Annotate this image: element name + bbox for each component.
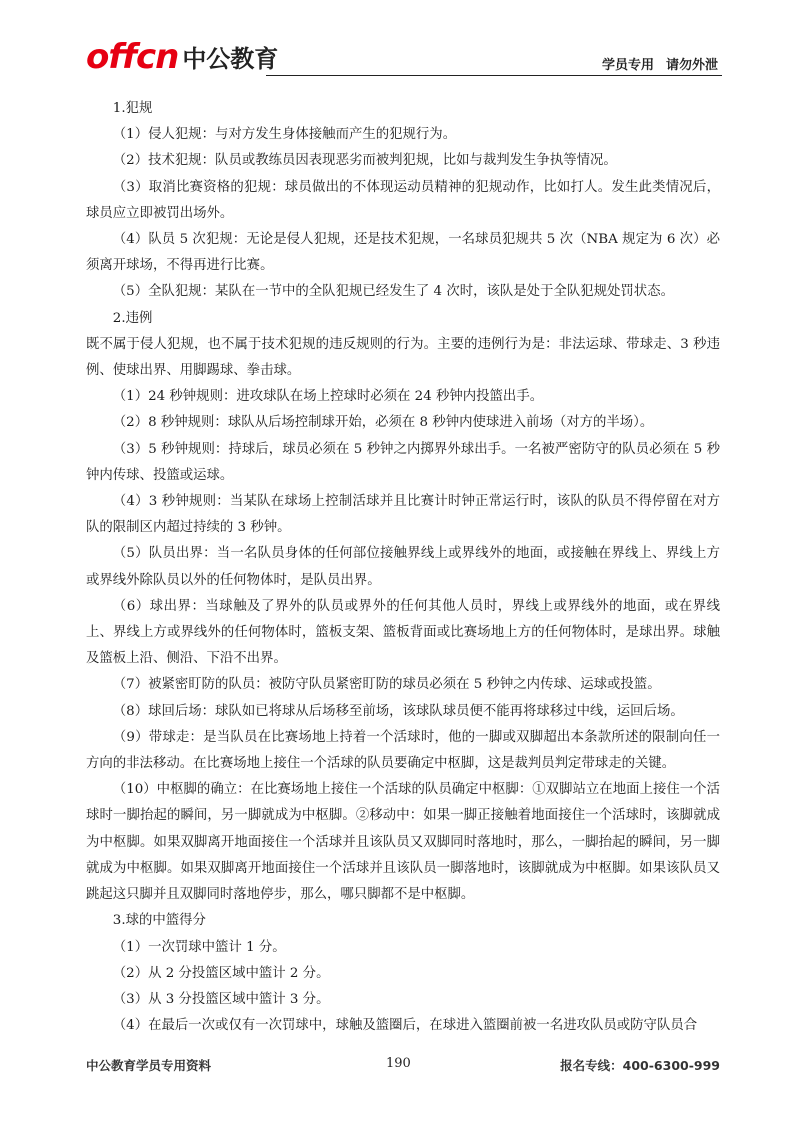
section-heading: 3.球的中篮得分 (112, 913, 206, 929)
footer-source-label: 中公教育学员专用资料 (86, 1058, 212, 1073)
logo-latin-text: offcn (86, 37, 179, 77)
paragraph: （6）球出界：当球触及了界外的队员或界外的任何其他人员时，界线上或界线外的地面，或在界线上、界线上方或界线外的任何物体时，篮板支架、篮板背面或比赛场地上方的任何物体时，是球出界。球触及篮板上沿、侧沿、下沿不出界。 (86, 598, 720, 667)
section-heading: 1.犯规 (112, 101, 153, 116)
logo-chinese-text: 中公教育 (182, 45, 279, 73)
paragraph: （4）在最后一次或仅有一次罚球中，球触及篮圈后，在球进入篮圈前被一名进攻队员或防守队员合 (112, 1018, 698, 1034)
paragraph: （8）球回后场：球队如已将球从后场移至前场，该球队球员便不能再将球移过中线，运回后场。 (112, 703, 684, 719)
paragraph: 既不属于侵人犯规，也不属于技术犯规的违反规则的行为。主要的违例行为是：非法运球、带球走、3 秒违例、使球出界、用脚踢球、拳击球。 (86, 336, 720, 379)
footer-hotline: 报名专线：400-6300-999 (560, 1058, 720, 1073)
paragraph: （3）从 3 分投篮区域中篮计 3 分。 (112, 991, 330, 1007)
paragraph: （5）全队犯规：某队在一节中的全队犯规已经发生了 4 次时，该队是处于全队犯规处罚状态。 (112, 284, 674, 300)
paragraph: （1）24 秒钟规则：进攻球队在场上控球时必须在 24 秒钟内投篮出手。 (112, 389, 544, 405)
paragraph: （4）3 秒钟规则：当某队在球场上控制活球并且比赛计时钟正常运行时，该队的队员不得停留在对方队的限制区内超过持续的 3 秒钟。 (86, 494, 720, 536)
student-only-label: 学员专用 (601, 58, 654, 73)
paragraph: （2）8 秒钟规则：球队从后场控制球开始，必须在 8 秒钟内使球进入前场（对方的半场）。 (112, 415, 654, 431)
paragraph: （1）一次罚球中篮计 1 分。 (112, 939, 286, 955)
header-divider (266, 75, 722, 76)
page-header (86, 30, 722, 84)
paragraph: （9）带球走：是当队员在比赛场地上持着一个活球时，他的一脚或双脚超出本条款所述的限制向任一方向的非法移动。在比赛场地上接住一个活球的队员要确定中枢脚，这是裁判员判定带球走的关键。 (86, 729, 720, 772)
confidential-notice (602, 54, 718, 73)
paragraph: （1）侵人犯规：与对方发生身体接触而产生的犯规行为。 (112, 127, 457, 143)
paragraph: （5）队员出界：当一名队员身体的任何部位接触界线上或界线外的地面，或接触在界线上、界线上方或界线外除队员以外的任何物体时，是队员出界。 (86, 546, 720, 588)
offcn-logo (86, 36, 278, 76)
page-number: 190 (386, 1056, 411, 1071)
document-body (86, 96, 720, 1039)
do-not-share-label: 请勿外泄 (665, 58, 718, 73)
paragraph: （4）队员 5 次犯规：无论是侵人犯规，还是技术犯规，一名球员犯规共 5 次（NBA 规定为 6 次）必须离开球场，不得再进行比赛。 (86, 232, 720, 274)
page-footer (86, 1052, 722, 1082)
paragraph: （2）从 2 分投篮区域中篮计 2 分。 (112, 965, 330, 981)
paragraph: （10）中枢脚的确立：在比赛场地上接住一个活球的队员确定中枢脚：①双脚站立在地面上接住一个活球时一脚抬起的瞬间，另一脚就成为中枢脚。②移动中：如果一脚正接触着地面接住一个活球时，该脚就成为中枢脚。如果双脚离开地面接住一个活球并且该队员又双脚同时落地时，那么，一脚抬起的瞬间，另一脚就成为中枢脚。如果双脚离开地面接住一个活球并且该队员一脚落地时，该脚就成为中枢脚。如果该队员又跳起这只脚并且双脚同时落地停步，那么，哪只脚都不是中枢脚。 (86, 782, 720, 903)
paragraph: （3）5 秒钟规则：持球后，球员必须在 5 秒钟之内掷界外球出手。一名被严密防守的队员必须在 5 秒钟内传球、投篮或运球。 (86, 441, 720, 483)
paragraph: （3）取消比赛资格的犯规：球员做出的不体现运动员精神的犯规动作，比如打人。发生此类情况后，球员应立即被罚出场外。 (86, 179, 720, 221)
paragraph: （7）被紧密盯防的队员：被防守队员紧密盯防的球员必须在 5 秒钟之内传球、运球或投篮。 (112, 677, 661, 693)
paragraph: （2）技术犯规：队员或教练员因表现恶劣而被判犯规，比如与裁判发生争执等情况。 (112, 153, 617, 169)
section-heading: 2.违例 (112, 310, 153, 326)
